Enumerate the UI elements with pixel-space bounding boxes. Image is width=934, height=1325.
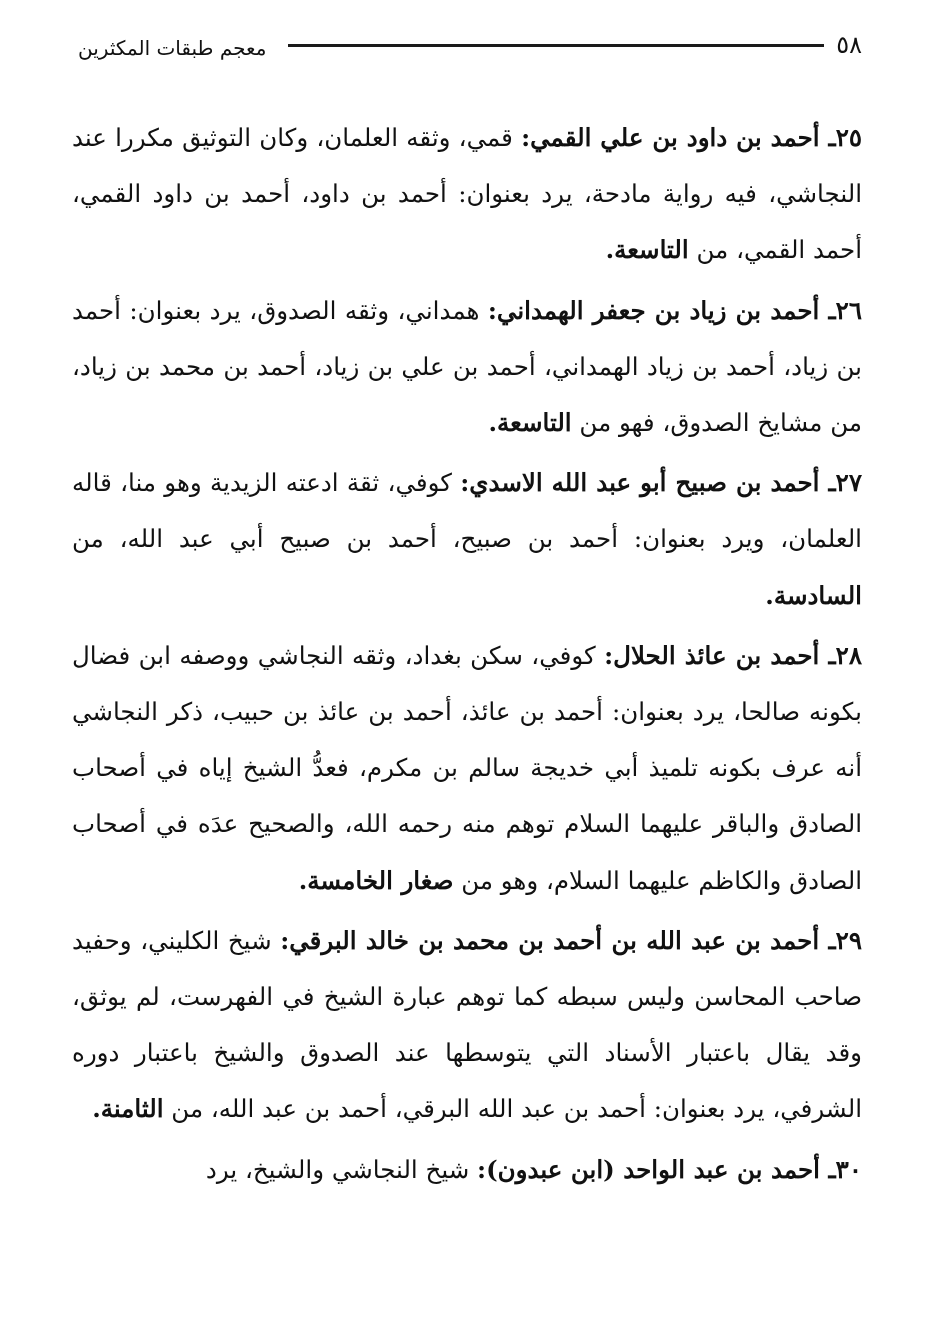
entry-class: صغار الخامسة. xyxy=(298,865,454,895)
entry-heading: ٢٨ـ أحمد بن عائذ الحلال: xyxy=(604,640,862,670)
entry-heading: ٢٩ـ أحمد بن عبد الله بن أحمد بن محمد بن خالد البرقي: xyxy=(280,925,862,955)
entry-class: السادسة. xyxy=(765,580,862,610)
running-title: معجم طبقات المكثرين xyxy=(78,36,267,60)
entry-class: التاسعة. xyxy=(488,408,572,438)
header-rule xyxy=(288,44,824,47)
page-header xyxy=(78,26,862,66)
entry-heading: ٢٦ـ أحمد بن زياد بن جعفر الهمداني: xyxy=(487,295,862,325)
entry-heading: ٢٧ـ أحمد بن صبيح أبو عبد الله الاسدي: xyxy=(460,468,862,498)
entry-heading: ٣٠ـ أحمد بن عبد الواحد (ابن عبدون): xyxy=(477,1154,862,1184)
entry-text: شيخ النجاشي والشيخ، يرد xyxy=(205,1154,470,1184)
entry-30 xyxy=(72,1142,862,1198)
entry-text: همداني، وثقه الصدوق، يرد بعنوان: أحمد بن زياد، أحمد بن زياد الهمداني، أحمد بن علي بن زياد، أحمد بن محمد بن زياد، من مشايخ الصدوق، فهو من xyxy=(72,295,862,438)
entry-text: كوفي، سكن بغداد، وثقه النجاشي ووصفه ابن فضال بكونه صالحا، يرد بعنوان: أحمد بن عائذ، أحمد بن عائذ بن حبيب، ذكر النجاشي أنه عرف بكونه تلميذ أبي خديجة سالم بن مكرم، فعدُّ الشيخ إياه في أصحاب الصادق والباقر عليهما السلام توهم منه رحمه الله، والصحيح عدَه في أصحاب الصادق والكاظم عليهما السلام، وهو من xyxy=(72,640,862,895)
page-body xyxy=(72,110,862,1202)
entry-heading: ٢٥ـ أحمد بن داود بن علي القمي: xyxy=(521,123,863,152)
entry-27 xyxy=(72,455,862,624)
page-number: ٥٨ xyxy=(836,31,862,59)
entry-text: شيخ الكليني، وحفيد صاحب المحاسن وليس سبطه كما توهم عبارة الشيخ في الفهرست، لم يوثق، وقد يقال باعتبار الأسناد التي يتوسطها عند الصدوق والشيخ باعتبار دوره الشرفي، يرد بعنوان: أحمد بن عبد الله البرقي، أحمد بن عبد الله، من xyxy=(72,925,862,1124)
entry-class: التاسعة. xyxy=(605,235,689,265)
entry-25 xyxy=(72,110,862,279)
entry-class: الثامنة. xyxy=(92,1094,164,1124)
entry-text: قمي، وثقه العلمان، وكان التوثيق مكررا عند النجاشي، فيه رواية مادحة، يرد بعنوان: أحمد بن داود، أحمد بن داود القمي، أحمد القمي، من xyxy=(72,123,862,265)
entry-text: كوفي، ثقة ادعته الزيدية وهو منا، قاله العلمان، ويرد بعنوان: أحمد بن صبيح، أحمد بن صبيح أبي عبد الله، من xyxy=(72,468,862,554)
entry-29 xyxy=(72,913,862,1138)
entry-28 xyxy=(72,628,862,909)
entry-26 xyxy=(72,283,862,452)
